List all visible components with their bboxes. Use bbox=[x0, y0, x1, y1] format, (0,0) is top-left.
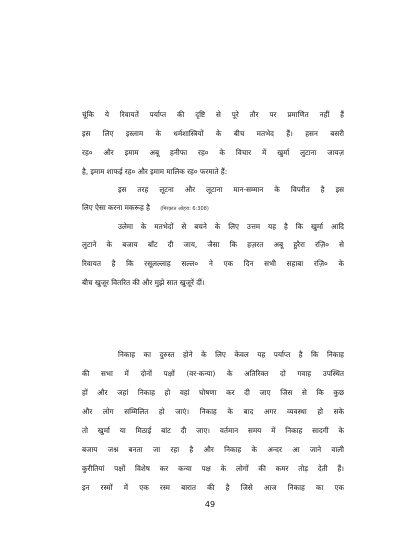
text-line: लिए ऐसा करना मकरूह है bbox=[82, 203, 150, 212]
text-line: चूंकि ये रिवायतें पर्याप्त की दृष्टि से पूरे तौर पर प्रमाणित नहीं हैं bbox=[82, 110, 344, 119]
text-line: और लोग सम्मिलित हो जाएं। निकाह के बाद अगर व्यवस्था हो सके bbox=[82, 407, 344, 416]
text-line: रह० और इमाम अबू हनीफा रह० के विचार में खुर्मा लुटाना जायज़ bbox=[82, 148, 344, 157]
text-line: की सभा में दोनों पक्षों (वर-कन्या) के अतिरिक्त दो गवाह उपस्थित bbox=[82, 369, 344, 378]
text-line: बीच खुजूर वितरित की और मुझे सात खुजूरें दीं। bbox=[82, 278, 205, 287]
text-line: लुटाने के बजाय बाँट दी जाय, जैसा कि हज़रत अबू हुरैरा रज़ि० से bbox=[82, 240, 344, 249]
text-line: है, इमाम शाफई रह० और इमाम मालिक रह० फरमाते हैं: bbox=[82, 167, 228, 176]
text-line: कुरीतियां पक्षों विशेष कर कन्या पक्ष के लोगों की कमर तोड़ देती हैं। bbox=[82, 464, 344, 473]
text-line: हों और जहां निकाह हो वहां घोषणा कर दी जाए जिस से कि कुछ bbox=[82, 388, 344, 397]
cite-line bbox=[82, 203, 344, 214]
text-line: इस तरह लूटना और लूटाना मान-सम्मान के विपरीत है इस bbox=[118, 185, 344, 194]
text-line: तो खुर्मा या मिठाई बांट दी जाए। वर्तमान समय में निकाह सादगी के bbox=[82, 426, 344, 435]
text-line: रिवायत है कि रसूलल्लाह सल्ल० ने एक दिन सभी सहाबा रज़ि० के bbox=[82, 259, 344, 268]
text-line: उलेमा के मतभेदों से बचने के लिए उत्तम यह है कि खुर्मा आदि bbox=[118, 222, 344, 231]
text-line: बजाय जश्न बनता जा रहा है और निकाह के अन्दर आ जाने वाली bbox=[82, 445, 344, 454]
text-line: इस लिए इस्लाम के धर्मशास्त्रियों के बीच मतभेद हैं। हसन बसरी bbox=[82, 129, 344, 138]
text-line: इन रस्मों में एक रस्म बारात की है जिसे आज निकाह का एक bbox=[82, 483, 344, 492]
text-line: निकाह का दुरुस्त होने के लिए केवल यह पर्याप्त है कि निकाह bbox=[118, 350, 344, 359]
page-number: 49 bbox=[204, 500, 216, 509]
citation: (मिरक़ात ओहरा: 6:308) bbox=[160, 206, 209, 212]
